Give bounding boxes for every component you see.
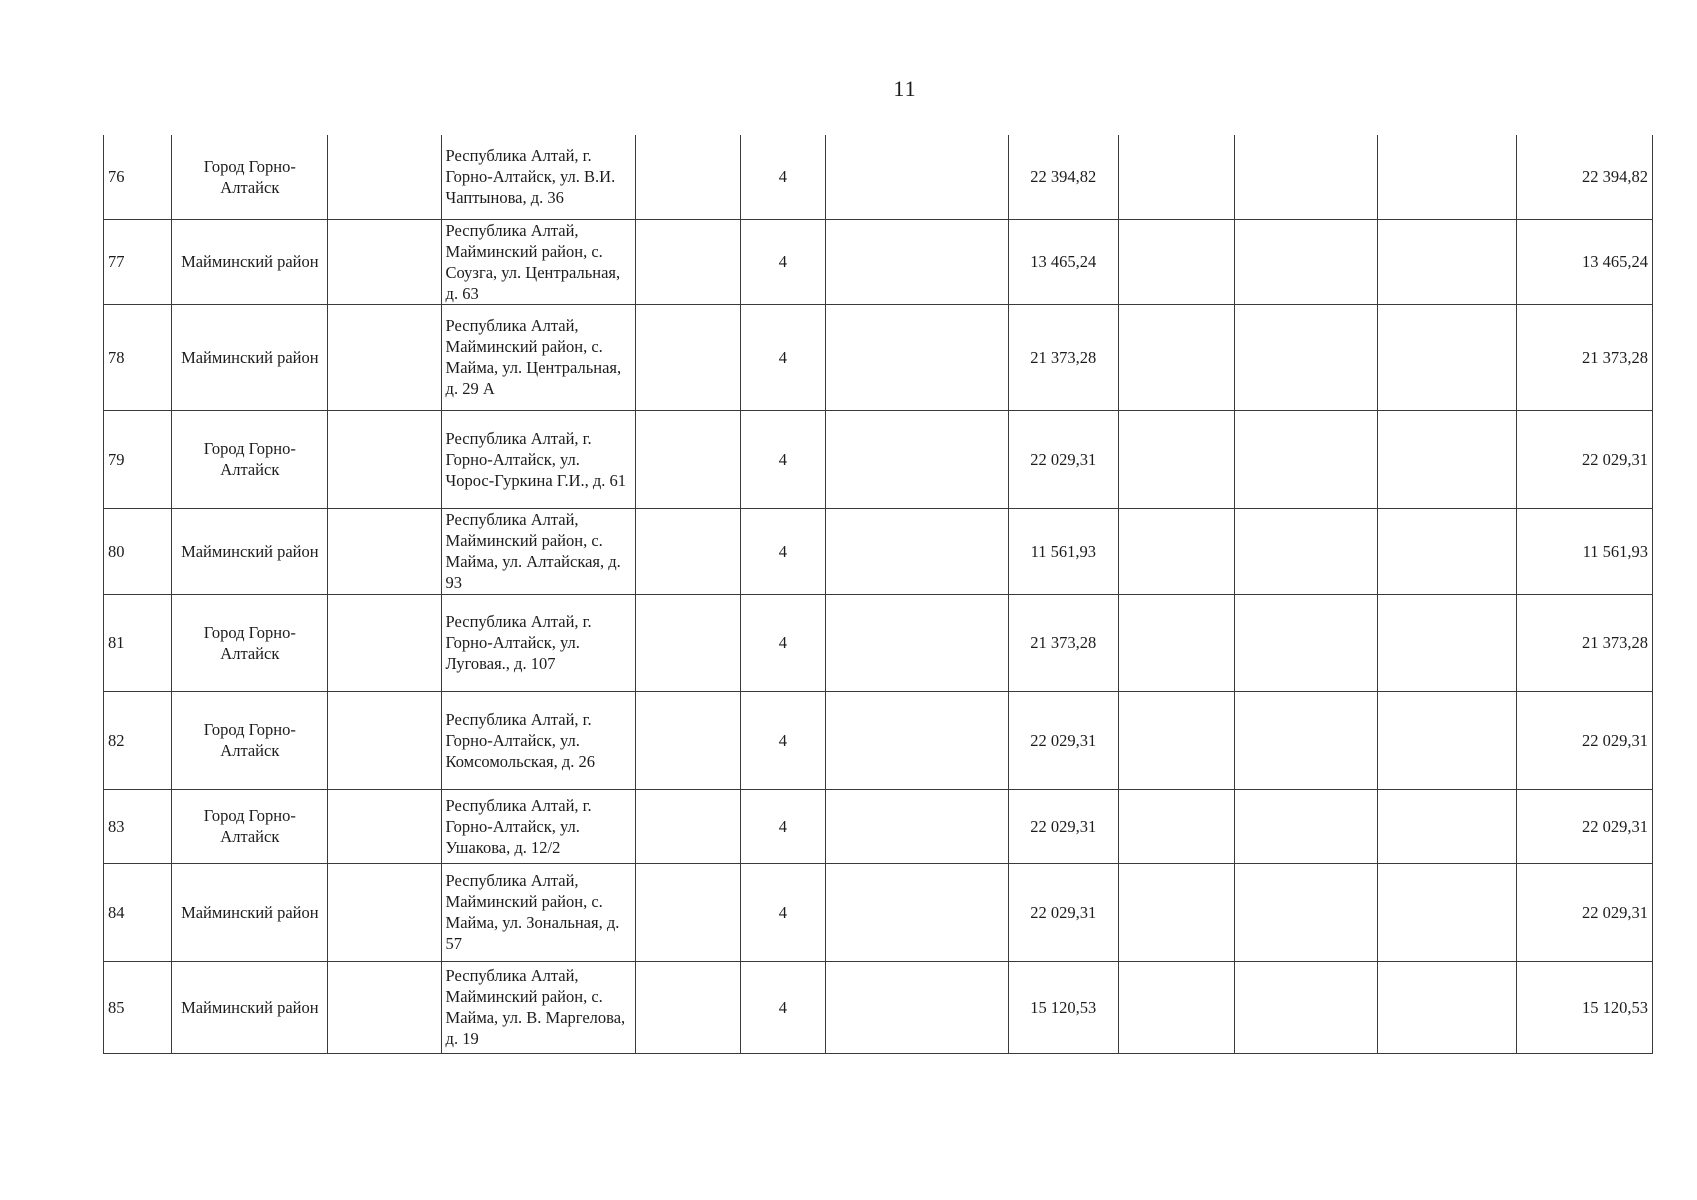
table-row [104, 961, 1653, 1053]
quantity-cell: 4 [740, 594, 825, 691]
address-cell: Республика Алтай, Майминский район, с. Майма, ул. Алтайская, д. 93 [441, 508, 635, 594]
municipality-cell: Майминский район [172, 863, 328, 961]
municipality-cell: Город Горно-Алтайск [172, 410, 328, 508]
empty-cell [826, 508, 1009, 594]
row-number: 82 [104, 691, 172, 789]
empty-cell [826, 219, 1009, 304]
municipality-cell: Майминский район [172, 304, 328, 410]
empty-cell [1118, 410, 1234, 508]
address-cell: Республика Алтай, Майминский район, с. Майма, ул. Центральная, д. 29 А [441, 304, 635, 410]
amount-cell: 22 394,82 [1008, 135, 1118, 219]
empty-cell [1378, 219, 1517, 304]
empty-cell [635, 304, 740, 410]
empty-cell [635, 863, 740, 961]
empty-cell [1118, 961, 1234, 1053]
empty-cell [1118, 508, 1234, 594]
total-cell: 22 029,31 [1517, 863, 1653, 961]
table-row [104, 304, 1653, 410]
total-cell: 22 029,31 [1517, 691, 1653, 789]
empty-cell [1378, 594, 1517, 691]
amount-cell: 22 029,31 [1008, 863, 1118, 961]
table-row [104, 789, 1653, 863]
quantity-cell: 4 [740, 508, 825, 594]
empty-cell [328, 961, 441, 1053]
amount-cell: 21 373,28 [1008, 304, 1118, 410]
municipality-cell: Город Горно-Алтайск [172, 691, 328, 789]
registry-table [103, 135, 1653, 1054]
empty-cell [635, 508, 740, 594]
row-number: 84 [104, 863, 172, 961]
address-cell: Республика Алтай, Майминский район, с. Соузга, ул. Центральная, д. 63 [441, 219, 635, 304]
empty-cell [1378, 508, 1517, 594]
empty-cell [1118, 304, 1234, 410]
municipality-cell: Майминский район [172, 961, 328, 1053]
empty-cell [1235, 410, 1378, 508]
empty-cell [1235, 594, 1378, 691]
quantity-cell: 4 [740, 304, 825, 410]
empty-cell [1118, 691, 1234, 789]
empty-cell [1235, 789, 1378, 863]
empty-cell [635, 135, 740, 219]
address-cell: Республика Алтай, г. Горно-Алтайск, ул. В.И. Чаптынова, д. 36 [441, 135, 635, 219]
empty-cell [826, 594, 1009, 691]
empty-cell [328, 863, 441, 961]
empty-cell [826, 304, 1009, 410]
empty-cell [328, 410, 441, 508]
municipality-cell: Майминский район [172, 219, 328, 304]
empty-cell [328, 508, 441, 594]
empty-cell [1118, 594, 1234, 691]
table-row [104, 410, 1653, 508]
amount-cell: 15 120,53 [1008, 961, 1118, 1053]
empty-cell [1118, 219, 1234, 304]
row-number: 80 [104, 508, 172, 594]
empty-cell [328, 789, 441, 863]
municipality-cell: Город Горно-Алтайск [172, 789, 328, 863]
total-cell: 15 120,53 [1517, 961, 1653, 1053]
total-cell: 22 029,31 [1517, 410, 1653, 508]
municipality-cell: Город Горно-Алтайск [172, 135, 328, 219]
table-row [104, 135, 1653, 219]
amount-cell: 11 561,93 [1008, 508, 1118, 594]
total-cell: 22 394,82 [1517, 135, 1653, 219]
total-cell: 22 029,31 [1517, 789, 1653, 863]
empty-cell [1235, 219, 1378, 304]
empty-cell [635, 594, 740, 691]
table-row [104, 219, 1653, 304]
empty-cell [1118, 789, 1234, 863]
address-cell: Республика Алтай, г. Горно-Алтайск, ул. Ушакова, д. 12/2 [441, 789, 635, 863]
quantity-cell: 4 [740, 961, 825, 1053]
table-row [104, 691, 1653, 789]
empty-cell [1378, 135, 1517, 219]
empty-cell [1235, 135, 1378, 219]
table-row [104, 594, 1653, 691]
total-cell: 21 373,28 [1517, 304, 1653, 410]
empty-cell [826, 691, 1009, 789]
row-number: 78 [104, 304, 172, 410]
total-cell: 13 465,24 [1517, 219, 1653, 304]
amount-cell: 21 373,28 [1008, 594, 1118, 691]
empty-cell [826, 961, 1009, 1053]
table-row [104, 863, 1653, 961]
empty-cell [328, 135, 441, 219]
quantity-cell: 4 [740, 691, 825, 789]
page-number: 11 [893, 76, 917, 101]
empty-cell [635, 789, 740, 863]
empty-cell [1235, 691, 1378, 789]
empty-cell [1235, 863, 1378, 961]
empty-cell [328, 594, 441, 691]
empty-cell [826, 135, 1009, 219]
empty-cell [1378, 410, 1517, 508]
row-number: 83 [104, 789, 172, 863]
empty-cell [1118, 135, 1234, 219]
empty-cell [1378, 789, 1517, 863]
row-number: 85 [104, 961, 172, 1053]
empty-cell [1378, 691, 1517, 789]
empty-cell [635, 219, 740, 304]
address-cell: Республика Алтай, г. Горно-Алтайск, ул. Комсомольская, д. 26 [441, 691, 635, 789]
quantity-cell: 4 [740, 789, 825, 863]
quantity-cell: 4 [740, 135, 825, 219]
row-number: 81 [104, 594, 172, 691]
empty-cell [635, 410, 740, 508]
empty-cell [826, 410, 1009, 508]
empty-cell [1118, 863, 1234, 961]
empty-cell [1378, 863, 1517, 961]
empty-cell [328, 219, 441, 304]
empty-cell [1378, 304, 1517, 410]
amount-cell: 13 465,24 [1008, 219, 1118, 304]
total-cell: 21 373,28 [1517, 594, 1653, 691]
empty-cell [1235, 304, 1378, 410]
amount-cell: 22 029,31 [1008, 789, 1118, 863]
empty-cell [1235, 961, 1378, 1053]
table-row [104, 508, 1653, 594]
row-number: 76 [104, 135, 172, 219]
empty-cell [1235, 508, 1378, 594]
quantity-cell: 4 [740, 863, 825, 961]
row-number: 79 [104, 410, 172, 508]
amount-cell: 22 029,31 [1008, 691, 1118, 789]
empty-cell [328, 691, 441, 789]
address-cell: Республика Алтай, Майминский район, с. Майма, ул. Зональная, д. 57 [441, 863, 635, 961]
address-cell: Республика Алтай, Майминский район, с. Майма, ул. В. Маргелова, д. 19 [441, 961, 635, 1053]
quantity-cell: 4 [740, 410, 825, 508]
empty-cell [1378, 961, 1517, 1053]
empty-cell [328, 304, 441, 410]
empty-cell [826, 789, 1009, 863]
address-cell: Республика Алтай, г. Горно-Алтайск, ул. Чорос-Гуркина Г.И., д. 61 [441, 410, 635, 508]
total-cell: 11 561,93 [1517, 508, 1653, 594]
address-cell: Республика Алтай, г. Горно-Алтайск, ул. Луговая., д. 107 [441, 594, 635, 691]
municipality-cell: Майминский район [172, 508, 328, 594]
empty-cell [635, 691, 740, 789]
amount-cell: 22 029,31 [1008, 410, 1118, 508]
quantity-cell: 4 [740, 219, 825, 304]
municipality-cell: Город Горно-Алтайск [172, 594, 328, 691]
empty-cell [635, 961, 740, 1053]
empty-cell [826, 863, 1009, 961]
row-number: 77 [104, 219, 172, 304]
